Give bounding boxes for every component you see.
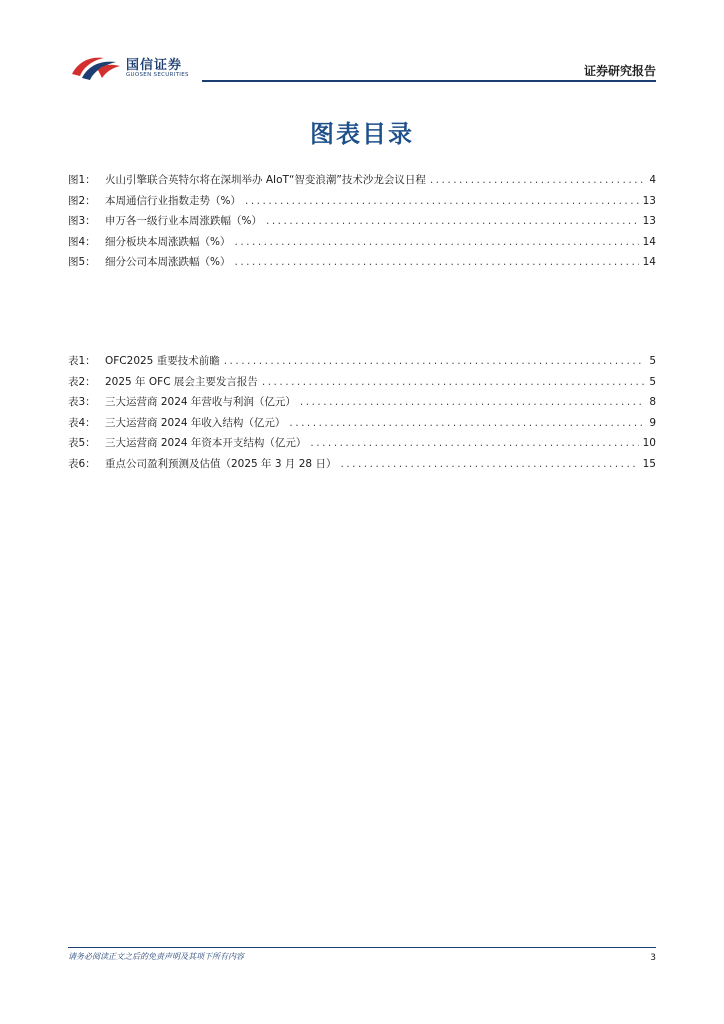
toc-entry-label: 图2： bbox=[68, 194, 96, 207]
toc-entry-title: 三大运营商 2024 年营收与利润（亿元） bbox=[105, 396, 296, 408]
toc-entry-title: 本周通信行业指数走势（%） bbox=[105, 194, 241, 207]
report-type-label: 证券研究报告 bbox=[583, 64, 656, 78]
toc-entry-title: 申万各一级行业本周涨跌幅（%） bbox=[105, 215, 262, 227]
toc-entry-page: 10 bbox=[642, 437, 656, 449]
toc-entry-title: OFC2025 重要技术前瞻 bbox=[105, 355, 220, 367]
toc-entry-table[interactable] bbox=[68, 351, 656, 372]
disclaimer-note: 请务必阅读正文之后的免责声明及其项下所有内容 bbox=[68, 952, 244, 961]
toc-entry-page: 13 bbox=[642, 194, 656, 207]
toc-entry-page: 14 bbox=[642, 235, 656, 248]
toc-dot-leader bbox=[430, 170, 645, 191]
toc-entry-title: 细分板块本周涨跌幅（%） bbox=[105, 235, 231, 248]
figure-list bbox=[68, 170, 656, 273]
toc-entry-label: 图5： bbox=[68, 256, 96, 268]
toc-entry-title: 三大运营商 2024 年资本开支结构（亿元） bbox=[105, 437, 307, 449]
toc-entry-label: 图4： bbox=[68, 235, 96, 248]
toc-entry-page: 15 bbox=[642, 457, 656, 470]
toc-entry-page: 14 bbox=[642, 256, 656, 268]
page-title: 图表目录 bbox=[310, 120, 414, 148]
toc-dot-leader bbox=[234, 232, 638, 253]
toc-dot-leader bbox=[262, 372, 645, 393]
toc-entry-table[interactable] bbox=[68, 454, 656, 475]
toc-entry-figure[interactable] bbox=[68, 191, 656, 212]
toc-dot-leader bbox=[245, 191, 639, 212]
page-number: 3 bbox=[650, 953, 656, 963]
toc-entry-table[interactable] bbox=[68, 372, 656, 393]
toc-entry-page: 5 bbox=[649, 355, 656, 367]
toc-entry-label: 表2： bbox=[68, 375, 96, 388]
toc-entry-table[interactable] bbox=[68, 413, 656, 434]
toc-dot-leader bbox=[234, 252, 638, 273]
toc-dot-leader bbox=[266, 211, 639, 232]
toc-dot-leader bbox=[224, 351, 646, 372]
toc-entry-label: 表6： bbox=[68, 457, 96, 470]
logo-english-name: GUOSEN SECURITIES bbox=[126, 72, 189, 78]
toc-entry-table[interactable] bbox=[68, 392, 656, 413]
toc-entry-title: 细分公司本周涨跌幅（%） bbox=[105, 256, 231, 268]
toc-dot-leader bbox=[310, 433, 638, 454]
toc-entry-figure[interactable] bbox=[68, 211, 656, 232]
toc-dot-leader bbox=[340, 454, 638, 475]
toc-entry-title: 三大运营商 2024 年收入结构（亿元） bbox=[105, 416, 286, 429]
guosen-logo-icon bbox=[70, 52, 122, 82]
toc-entry-label: 表4： bbox=[68, 416, 96, 429]
toc-entry-title: 火山引擎联合英特尔将在深圳举办 AIoT“智变浪潮”技术沙龙会议日程 bbox=[105, 174, 426, 186]
toc-entry-figure[interactable] bbox=[68, 170, 656, 191]
toc-entry-title: 重点公司盈利预测及估值（2025 年 3 月 28 日） bbox=[105, 457, 337, 470]
toc-entry-label: 表5： bbox=[68, 437, 96, 449]
guosen-logo bbox=[68, 50, 218, 84]
page-header bbox=[68, 50, 656, 84]
toc-entry-label: 表1： bbox=[68, 355, 96, 367]
toc-entry-page: 8 bbox=[649, 396, 656, 408]
toc-entry-title: 2025 年 OFC 展会主要发言报告 bbox=[105, 375, 258, 388]
logo-chinese-name: 国信证券 bbox=[126, 58, 183, 73]
toc-entry-label: 表3： bbox=[68, 396, 96, 408]
toc-entry-label: 图3： bbox=[68, 215, 96, 227]
toc-dot-leader bbox=[300, 392, 645, 413]
toc-dot-leader bbox=[289, 413, 645, 434]
toc-entry-figure[interactable] bbox=[68, 252, 656, 273]
footer-divider bbox=[68, 947, 656, 948]
toc-entry-table[interactable] bbox=[68, 433, 656, 454]
toc-entry-page: 13 bbox=[642, 215, 656, 227]
toc-entry-label: 图1： bbox=[68, 174, 96, 186]
toc-entry-page: 4 bbox=[649, 174, 656, 186]
toc-entry-page: 9 bbox=[649, 416, 656, 429]
toc-entry-figure[interactable] bbox=[68, 232, 656, 253]
table-list bbox=[68, 351, 656, 474]
toc-entry-page: 5 bbox=[649, 375, 656, 388]
header-divider bbox=[202, 80, 656, 82]
